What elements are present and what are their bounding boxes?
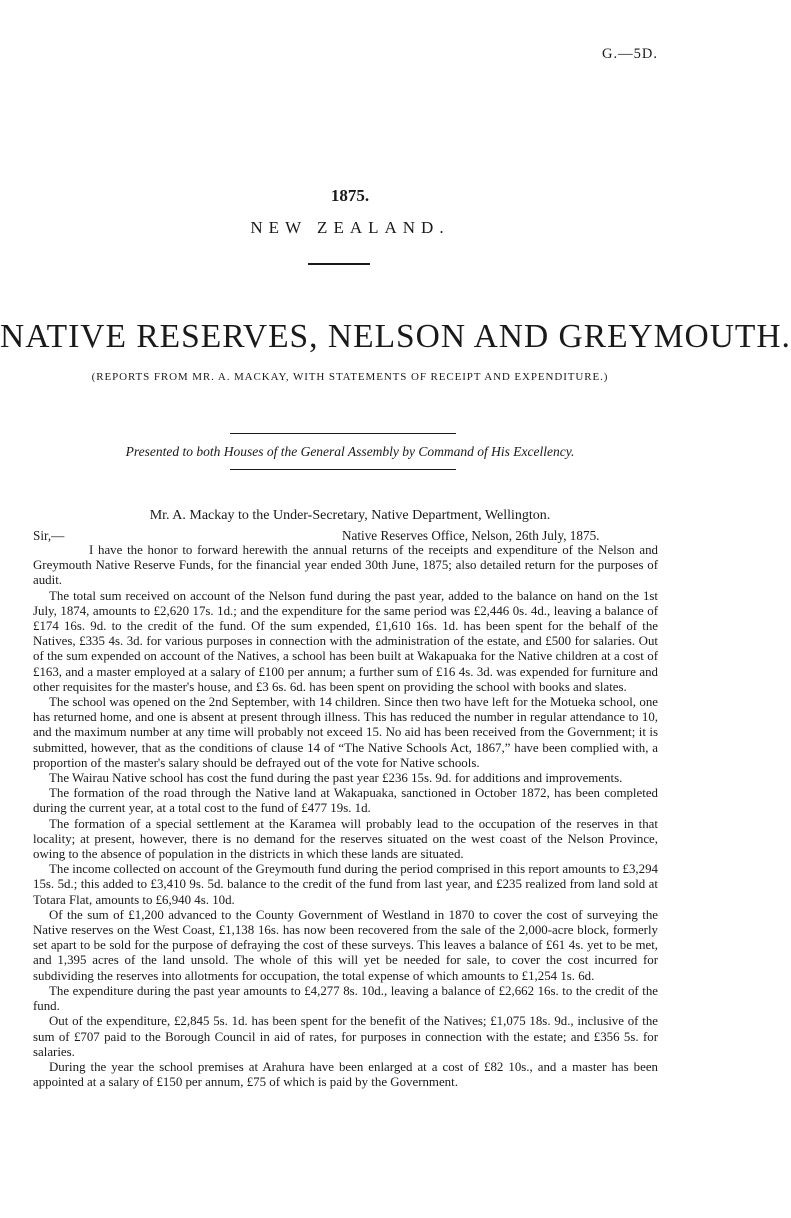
paragraph: During the year the school premises at Arahura have been enlarged at a cost of £82 10s., and a master has been appointed at a salary of £150 per annum, £75 of which is paid by the Government. (33, 1059, 658, 1090)
divider-top (230, 433, 456, 434)
letter-heading: Mr. A. Mackay to the Under-Secretary, Native Department, Wellington. (149, 508, 551, 523)
paragraph: The total sum received on account of the Nelson fund during the past year, added to the balance on hand on the 1st July, 1874, amounts to £2,620 17s. 1d.; and the expenditure for the same period was £2,446 0s. 4d., leaving a balance of £174 16s. 9d. to the credit of the fund. Of the sum expended, £1,610 16s. 1d. has been spent for the behalf of the Natives, £335 4s. 3d. for various purposes in connection with the administration of the estate, and £500 for salaries. Out of the sum expended on account of the Natives, a school has been built at Wakapuaka for the Native children at a cost of £163, and a master employed at a salary of £100 per annum; a further sum of £16 4s. 3d. was expended for furniture and other requisites for the master's house, and £3 6s. 6d. has been spent on providing the school with books and slates. (33, 588, 658, 694)
short-divider (308, 263, 370, 265)
presented-line: Presented to both Houses of the General Assembly by Command of His Excellency. (125, 444, 575, 459)
document-subtitle: (REPORTS FROM MR. A. MACKAY, WITH STATEMENTS OF RECEIPT AND EXPENDITURE.) (91, 371, 609, 383)
paragraph: Of the sum of £1,200 advanced to the County Government of Westland in 1870 to cover the cost of surveying the Native reserves on the West Coast, £1,138 16s. has now been recovered from the sale of the 2,000-acre block, formerly set apart to be sold for the purpose of defraying the cost of these surveys. This leaves a balance of £61 4s. yet to be met, and 1,395 acres of the land unsold. The whole of this will yet be needed for sale, to cover the cost incurred for subdividing the reserves into allotments for occupation, the total expense of which amounts to £1,254 1s. 6d. (33, 907, 658, 983)
paragraph: The school was opened on the 2nd September, with 14 children. Since then two have left for the Motueka school, one has returned home, and one is absent at present through illness. This has reduced the number in regular attendance to 10, and the maximum number at any time will probably not exceed 15. No aid has been received from the Government; it is submitted, however, that as the conditions of clause 14 of “The Native Schools Act, 1867,” have been complied with, a proportion of the master's salary should be defrayed out of the vote for Native schools. (33, 695, 658, 770)
divider-bottom (230, 469, 456, 470)
salutation: Sir,— (33, 528, 65, 543)
paragraph: The expenditure during the past year amounts to £4,277 8s. 10d., leaving a balance of £2,662 16s. to the credit of the fund. (33, 983, 658, 1014)
paragraph: The Wairau Native school has cost the fund during the past year £236 15s. 9d. for additions and improvements. (49, 771, 623, 786)
salutation-row (33, 528, 658, 544)
dateline: Native Reserves Office, Nelson, 26th July, 1875. (342, 528, 600, 543)
page-reference: G.—5D. (602, 46, 658, 62)
paragraph: The income collected on account of the Greymouth fund during the period comprised in this report amounts to £3,294 15s. 5d.; this added to £3,410 9s. 5d. balance to the credit of the fund from last year, and £235 realized from land sold at Totara Flat, amounts to £6,940 4s. 10d. (33, 862, 658, 907)
paragraph: The formation of the road through the Native land at Wakapuaka, sanctioned in October 1872, has been completed during the current year, at a total cost to the fund of £477 19s. 1d. (33, 786, 658, 816)
document-title: NATIVE RESERVES, NELSON AND GREYMOUTH. (0, 318, 791, 355)
paragraph: Out of the expenditure, £2,845 5s. 1d. has been spent for the benefit of the Natives; £1,075 18s. 9d., inclusive of the sum of £707 paid to the Borough Council in aid of rates, for purposes in connection with the estate; and £356 5s. for salaries. (33, 1014, 658, 1059)
country-heading: NEW ZEALAND. (250, 218, 450, 237)
paragraph: I have the honor to forward herewith the annual returns of the receipts and expenditure of the Nelson and Greymouth Native Reserve Funds, for the financial year ended 30th June, 1875; also detailed return for the purposes of audit. (33, 543, 658, 588)
letter-body (33, 543, 658, 1090)
document-year: 1875. (330, 186, 370, 205)
paragraph: The formation of a special settlement at the Karamea will probably lead to the occupation of the reserves in that locality; at present, however, there is no demand for the reserves situated on the west coast of the Nelson Province, owing to the absence of population in the districts in which these lands are situated. (33, 816, 658, 862)
